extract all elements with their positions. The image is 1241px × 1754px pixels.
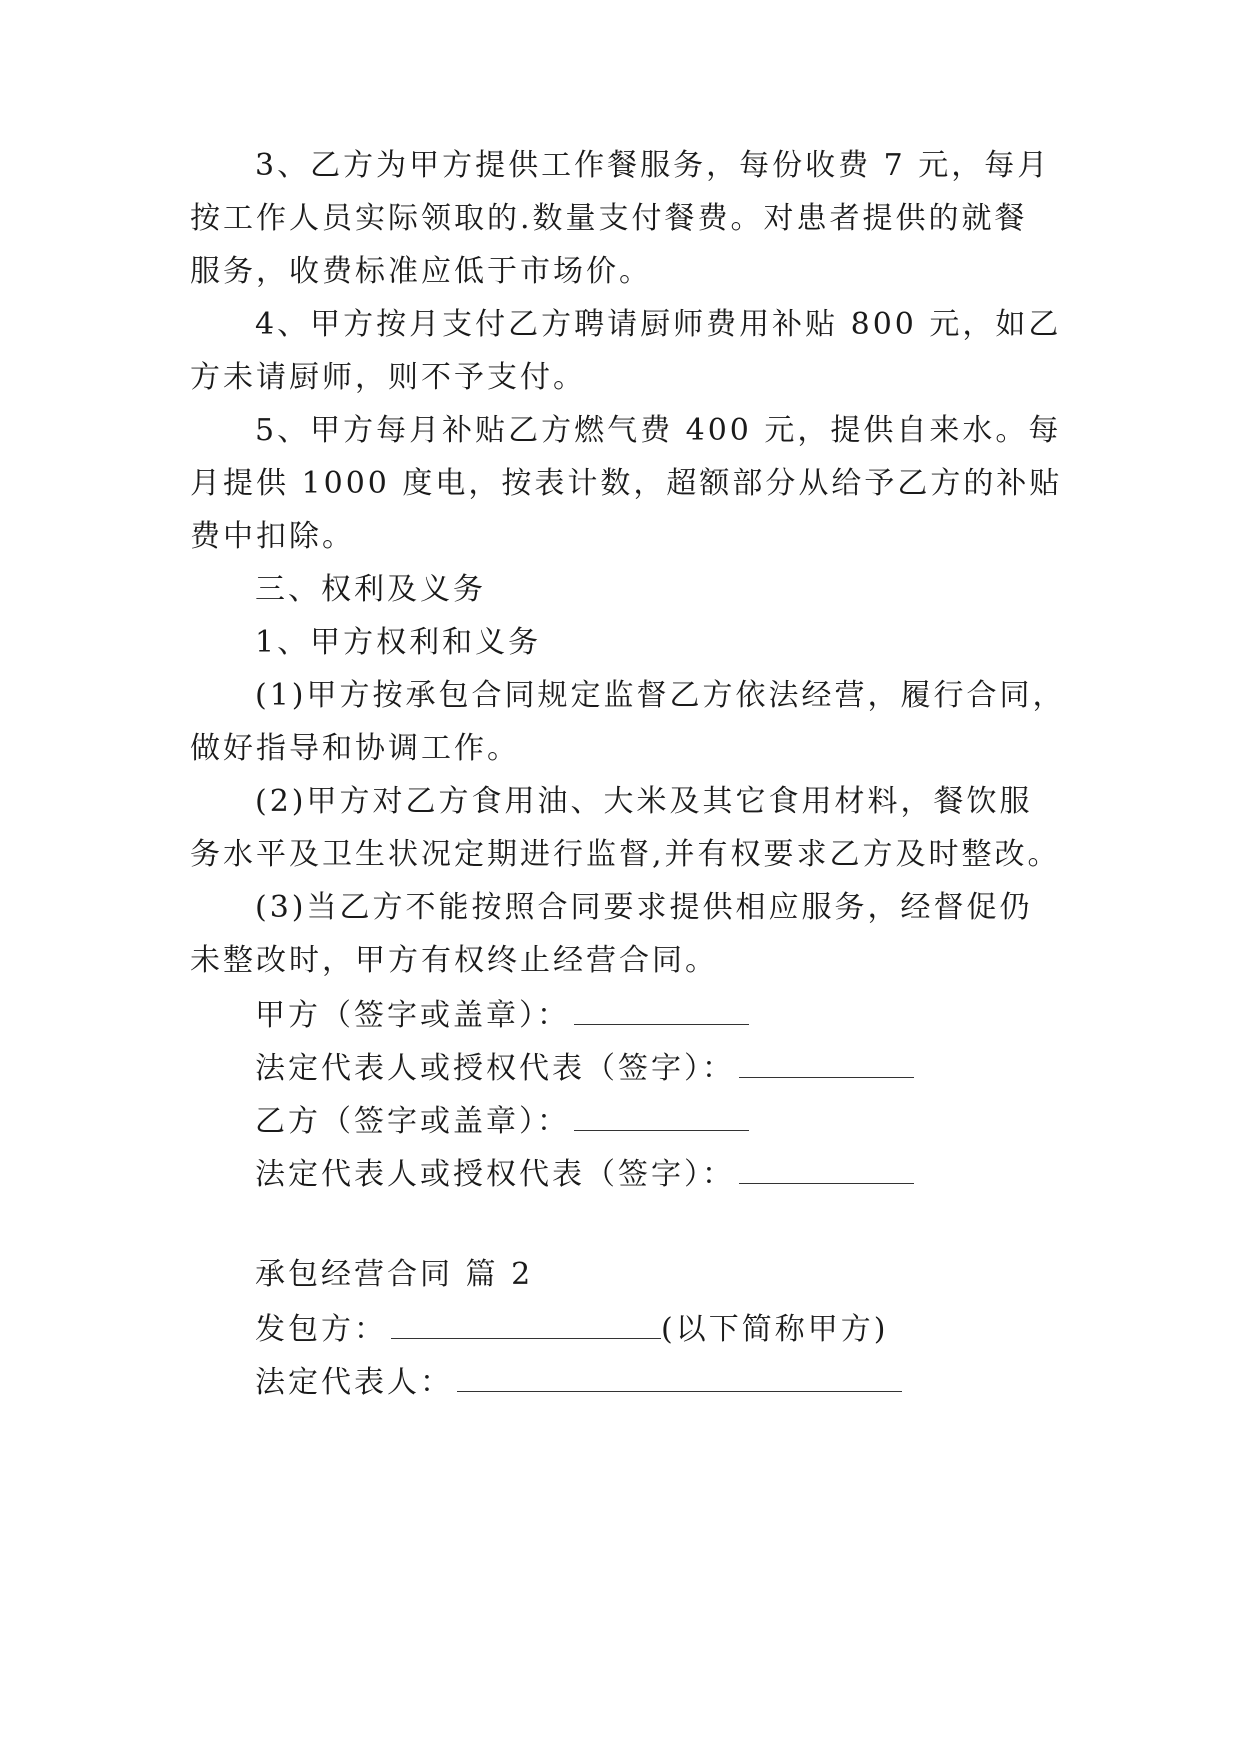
issuer-suffix: (以下简称甲方) (661, 1312, 889, 1347)
signature-line-party-a (255, 994, 1135, 1034)
paragraph-line: 服务，收费标准应低于市场价。 (190, 254, 652, 289)
paragraph-line: 5、甲方每月补贴乙方燃气费 400 元，提供自来水。每 (255, 413, 1062, 448)
paragraph-line: (3)当乙方不能按照合同要求提供相应服务，经督促仍 (255, 890, 1033, 925)
section-heading: 三、权利及义务 (255, 572, 486, 607)
paragraph-line: 做好指导和协调工作。 (190, 731, 520, 766)
paragraph-line: 按工作人员实际领取的.数量支付餐费。对患者提供的就餐 (190, 201, 1028, 236)
issuer-field[interactable] (391, 1308, 661, 1339)
legal-rep-field[interactable] (457, 1361, 902, 1392)
signature-field[interactable] (574, 1100, 749, 1131)
paragraph-line: 4、甲方按月支付乙方聘请厨师费用补贴 800 元，如乙 (255, 307, 1062, 342)
signature-field[interactable] (574, 994, 749, 1025)
paragraph-line: 月提供 1000 度电，按表计数，超额部分从给予乙方的补贴 (190, 466, 1063, 501)
subsection-heading: 1、甲方权利和义务 (255, 625, 542, 660)
signature-field[interactable] (739, 1153, 914, 1184)
paragraph-line: (2)甲方对乙方食用油、大米及其它食用材料，餐饮服 (255, 784, 1033, 819)
signature-line-party-b-rep (255, 1153, 1135, 1193)
paragraph-line: 未整改时，甲方有权终止经营合同。 (190, 943, 718, 978)
legal-rep-label: 法定代表人： (255, 1365, 453, 1400)
paragraph-line: 3、乙方为甲方提供工作餐服务，每份收费 7 元，每月 (255, 148, 1051, 183)
legal-rep-line (255, 1361, 1135, 1401)
signature-label: 法定代表人或授权代表（签字）： (255, 1157, 735, 1192)
issuer-line (255, 1308, 1135, 1348)
issuer-label: 发包方： (255, 1312, 387, 1347)
paragraph-line: 务水平及卫生状况定期进行监督,并有权要求乙方及时整改。 (190, 837, 1061, 872)
signature-field[interactable] (739, 1047, 914, 1078)
signature-line-party-a-rep (255, 1047, 1135, 1087)
signature-line-party-b (255, 1100, 1135, 1140)
signature-label: 乙方（签字或盖章）： (255, 1104, 570, 1139)
paragraph-line: 费中扣除。 (190, 519, 355, 554)
section-title: 承包经营合同 篇 2 (255, 1257, 534, 1292)
signature-label: 甲方（签字或盖章）： (255, 998, 570, 1033)
paragraph-line: 方未请厨师，则不予支付。 (190, 360, 586, 395)
paragraph-line: (1)甲方按承包合同规定监督乙方依法经营，履行合同， (255, 678, 1066, 713)
signature-label: 法定代表人或授权代表（签字）： (255, 1051, 735, 1086)
